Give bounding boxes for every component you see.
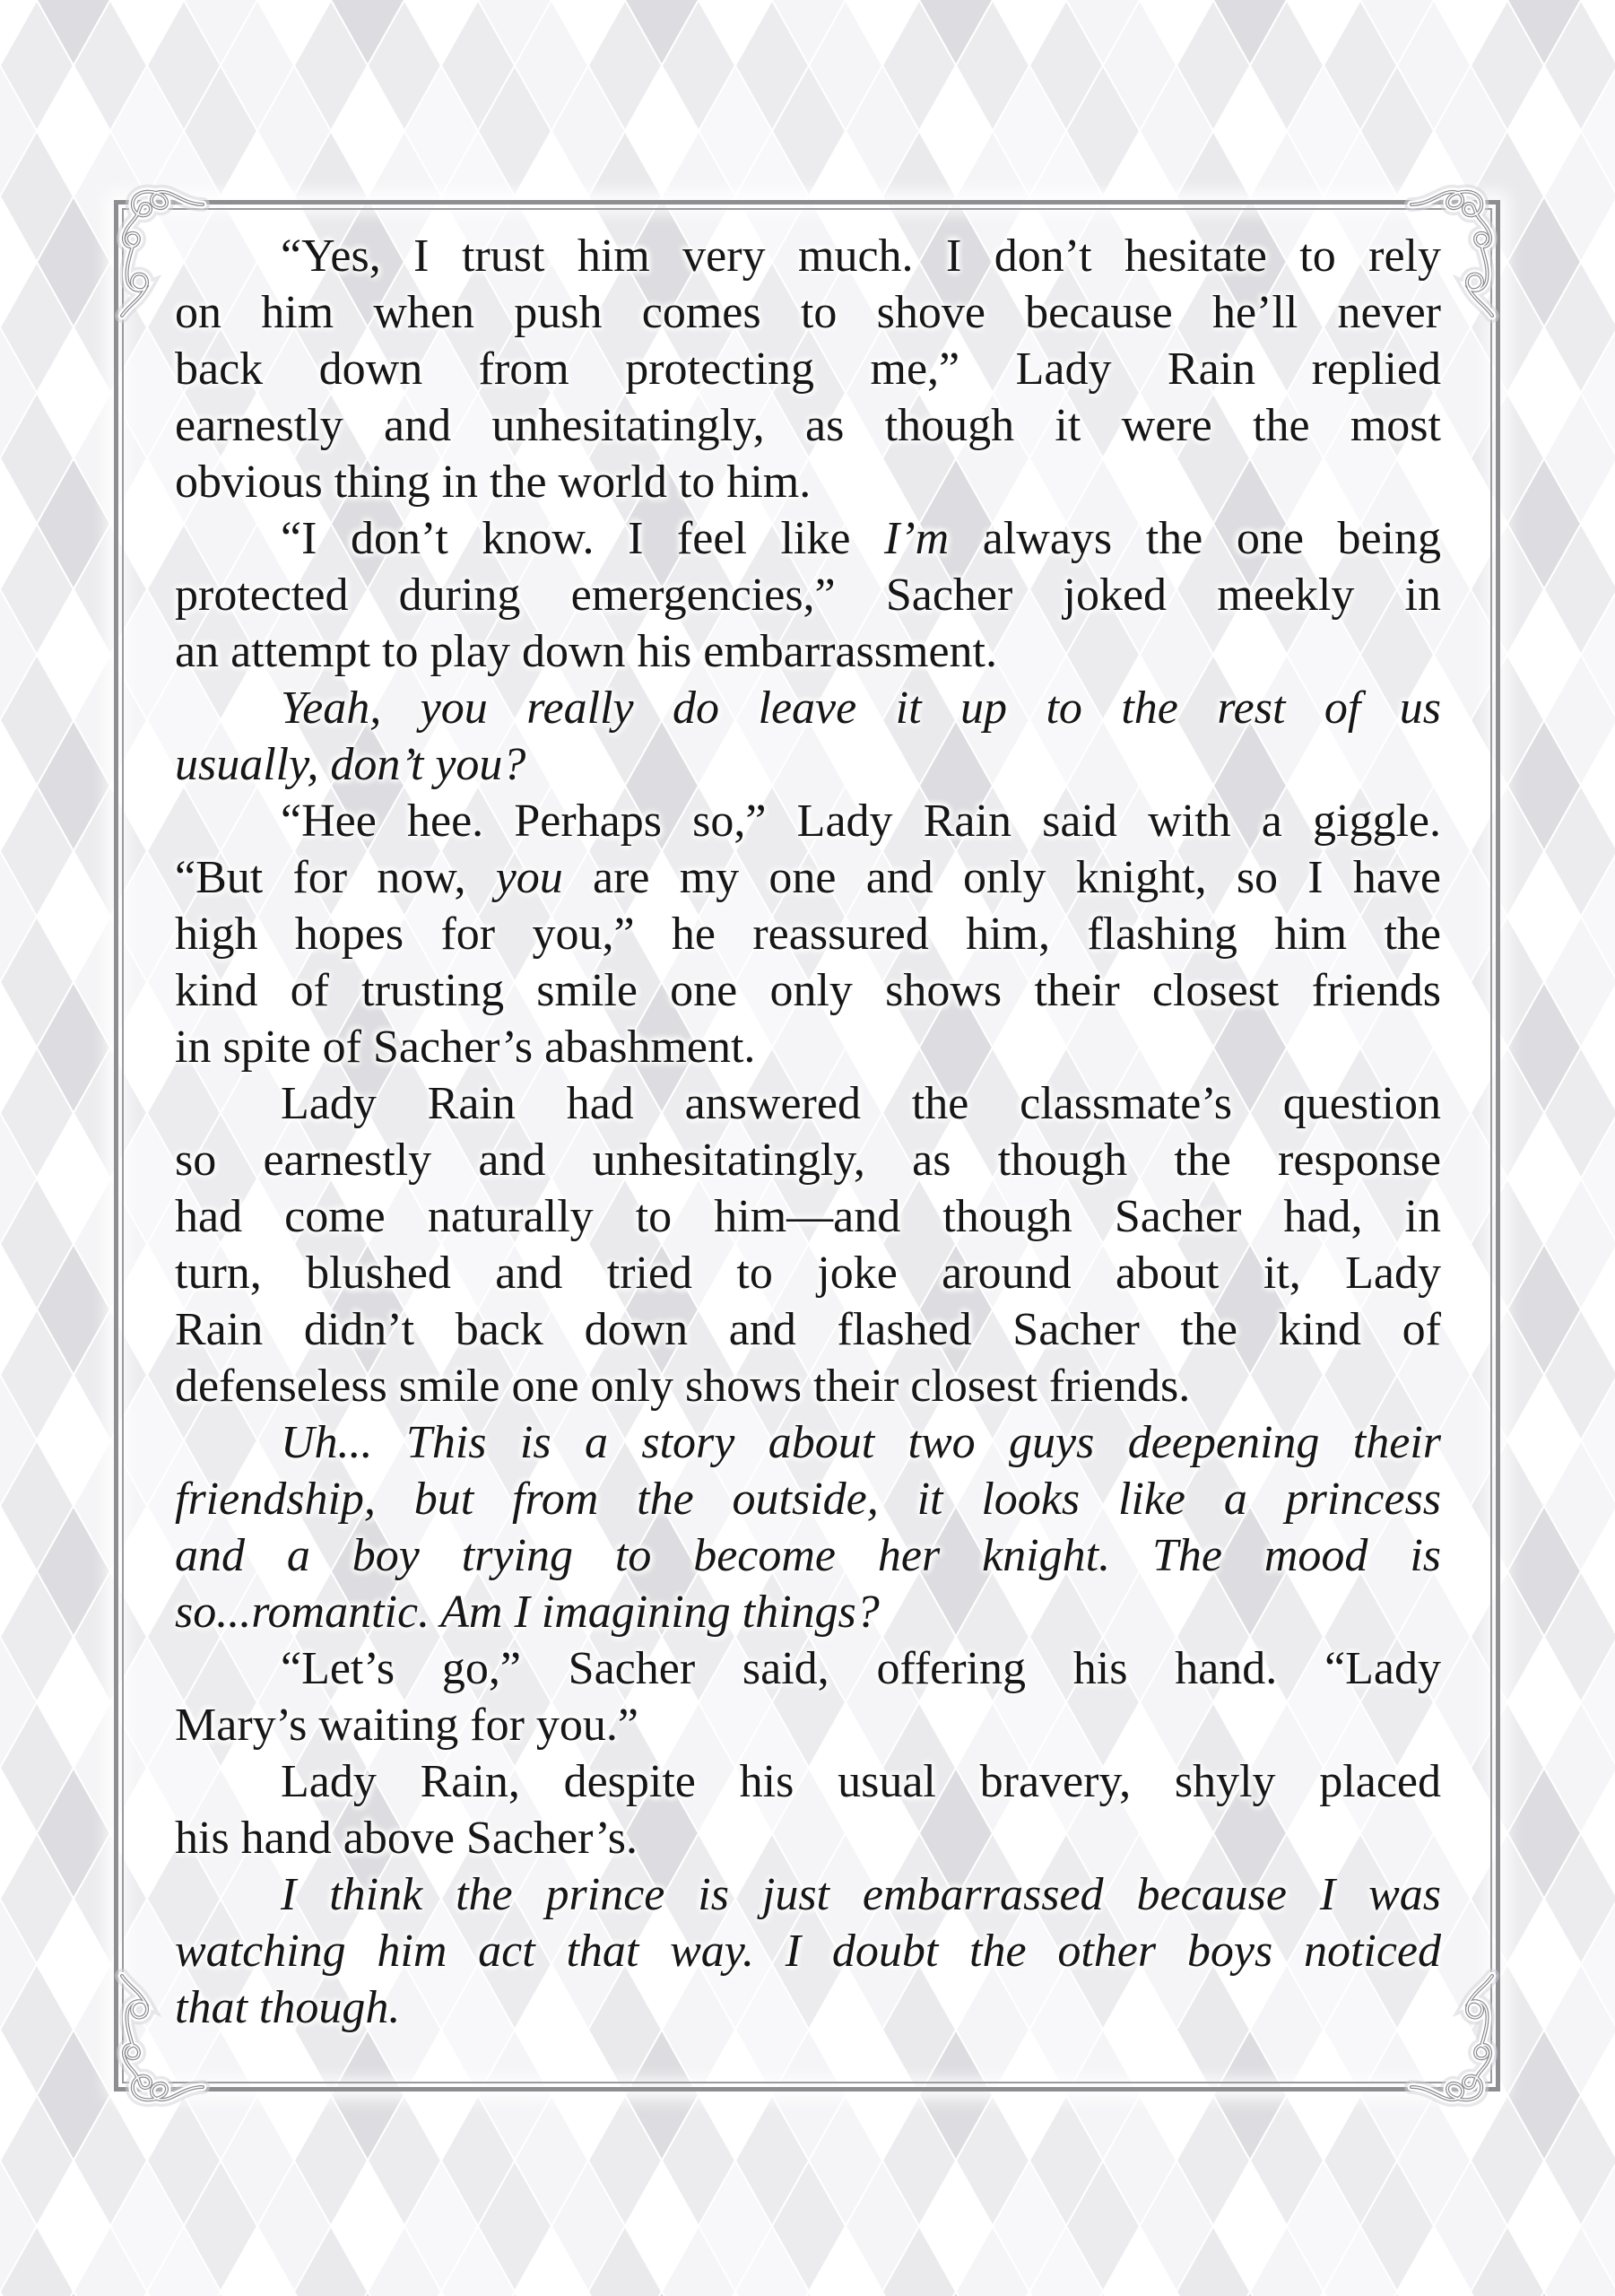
- text-segment: defenseless smile one only shows their closest friends.: [175, 1361, 1191, 1412]
- italic-text-segment: friendship, but from the outside, it looks like a princess: [175, 1474, 1441, 1525]
- text-segment: “Yes, I trust him very much. I don’t hesitate to rely: [281, 230, 1441, 282]
- text-line: [175, 849, 1441, 906]
- text-line: [175, 397, 1441, 454]
- text-line: [175, 510, 1441, 567]
- text-segment: had come naturally to him—and though Sacher had, in: [175, 1191, 1441, 1242]
- text-segment: earnestly and unhesitatingly, as though it were the most: [175, 400, 1441, 451]
- text-line: [175, 680, 1441, 736]
- italic-text-segment: and a boy trying to become her knight. The mood is: [175, 1530, 1441, 1581]
- text-segment: Mary’s waiting for you.”: [175, 1700, 639, 1751]
- text-line: [175, 228, 1441, 284]
- text-line: [175, 1471, 1441, 1527]
- italic-text-segment: watching him act that way. I doubt the other boys noticed: [175, 1926, 1441, 1977]
- text-line: [175, 1414, 1441, 1471]
- text-segment: “But for now,: [175, 852, 496, 903]
- text-line: [175, 1188, 1441, 1245]
- italic-text-segment: that though.: [175, 1982, 401, 2033]
- italic-text-segment: I think the prince is just embarrassed because I was: [281, 1869, 1441, 1920]
- text-line: [175, 1245, 1441, 1301]
- text-segment: back down from protecting me,” Lady Rain replied: [175, 344, 1441, 395]
- text-line: [175, 1866, 1441, 1923]
- text-segment: always the one being: [949, 513, 1441, 564]
- text-line: [175, 1527, 1441, 1584]
- text-line: [175, 1640, 1441, 1697]
- italic-text-segment: so...romantic. Am I imagining things?: [175, 1587, 880, 1638]
- text-line: [175, 1132, 1441, 1188]
- page-text: [175, 228, 1441, 2036]
- text-line: [175, 1584, 1441, 1640]
- text-segment: an attempt to play down his embarrassment.: [175, 626, 998, 677]
- text-line: [175, 1358, 1441, 1414]
- text-line: [175, 906, 1441, 962]
- text-line: [175, 1923, 1441, 1979]
- text-segment: Lady Rain, despite his usual bravery, shyly placed: [281, 1756, 1441, 1807]
- text-segment: high hopes for you,” he reassured him, flashing him the: [175, 909, 1441, 960]
- text-line: [175, 1019, 1441, 1075]
- text-line: [175, 1301, 1441, 1358]
- text-line: [175, 567, 1441, 623]
- text-line: [175, 962, 1441, 1019]
- text-segment: “I don’t know. I feel like: [281, 513, 885, 564]
- text-line: [175, 623, 1441, 680]
- text-segment: protected during emergencies,” Sacher joked meekly in: [175, 570, 1441, 621]
- italic-text-segment: Uh... This is a story about two guys deepening their: [281, 1417, 1441, 1468]
- italic-text-segment: I’m: [884, 513, 950, 564]
- text-segment: are my one and only knight, so I have: [562, 852, 1441, 903]
- text-line: [175, 1753, 1441, 1810]
- text-segment: Rain didn’t back down and flashed Sacher the kind of: [175, 1304, 1441, 1355]
- text-line: [175, 284, 1441, 341]
- text-segment: kind of trusting smile one only shows their closest friends: [175, 965, 1441, 1016]
- text-segment: so earnestly and unhesitatingly, as though the response: [175, 1135, 1441, 1186]
- text-segment: obvious thing in the world to him.: [175, 457, 812, 508]
- text-segment: Lady Rain had answered the classmate’s question: [281, 1078, 1441, 1129]
- text-segment: his hand above Sacher’s.: [175, 1813, 638, 1864]
- italic-text-segment: Yeah, you really do leave it up to the rest of us: [281, 683, 1441, 734]
- text-line: [175, 1075, 1441, 1132]
- italic-text-segment: you: [495, 852, 563, 903]
- text-line: [175, 736, 1441, 793]
- text-segment: “Hee hee. Perhaps so,” Lady Rain said with a giggle.: [281, 796, 1441, 847]
- text-segment: on him when push comes to shove because he’ll never: [175, 287, 1441, 338]
- text-line: [175, 341, 1441, 397]
- text-line: [175, 793, 1441, 849]
- text-segment: in spite of Sacher’s abashment.: [175, 1022, 756, 1073]
- text-line: [175, 1697, 1441, 1753]
- text-line: [175, 454, 1441, 510]
- text-segment: turn, blushed and tried to joke around about it, Lady: [175, 1248, 1441, 1299]
- italic-text-segment: usually, don’t you?: [175, 739, 526, 790]
- text-line: [175, 1810, 1441, 1866]
- text-segment: “Let’s go,” Sacher said, offering his hand. “Lady: [281, 1643, 1441, 1694]
- text-line: [175, 1979, 1441, 2036]
